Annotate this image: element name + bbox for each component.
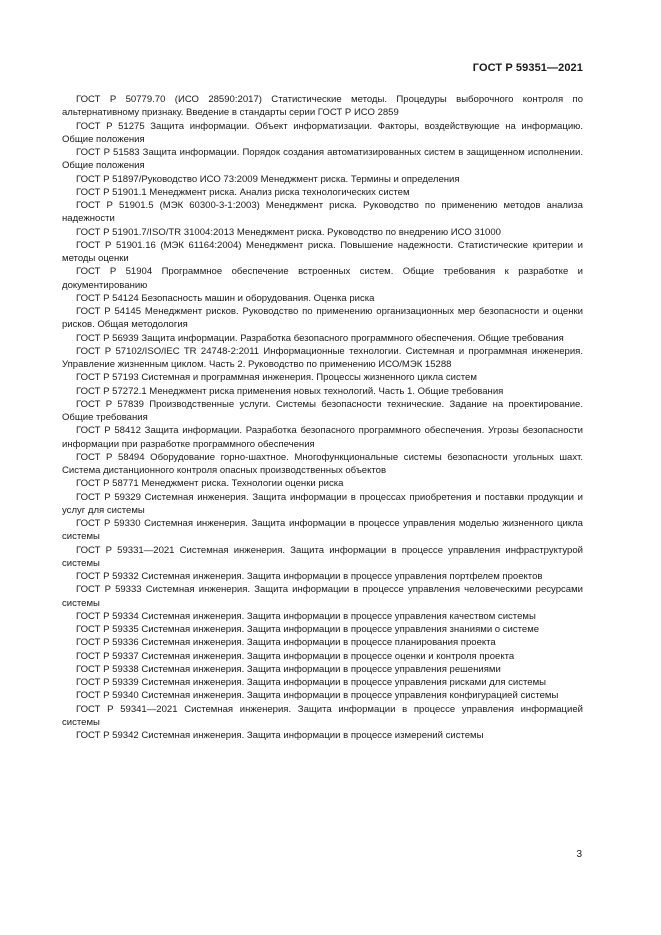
reference-item: ГОСТ Р 57839 Производственные услуги. Системы безопасности технические. Задание на проектирование. Общие требования (62, 398, 583, 423)
reference-item: ГОСТ Р 51897/Руководство ИСО 73:2009 Менеджмент риска. Термины и определения (76, 173, 460, 185)
reference-item: ГОСТ Р 58771 Менеджмент риска. Технологии оценки риска (76, 478, 344, 490)
reference-item: ГОСТ Р 59340 Системная инженерия. Защита информации в процессе управления конфигурацией системы (76, 690, 559, 702)
reference-item: ГОСТ Р 54124 Безопасность машин и оборудования. Оценка риска (76, 292, 375, 304)
reference-item: ГОСТ Р 59331—2021 Системная инженерия. Защита информации в процессе управления инфраструктурой системы (62, 544, 583, 569)
reference-item: ГОСТ Р 59329 Системная инженерия. Защита информации в процессах приобретения и поставки продукции и услуг для системы (62, 491, 583, 516)
reference-item: ГОСТ Р 51901.5 (МЭК 60300-3-1:2003) Менеджмент риска. Руководство по применению методов анализа надежности (62, 200, 583, 225)
reference-item: ГОСТ Р 56939 Защита информации. Разработка безопасного программного обеспечения. Общие требования (76, 332, 564, 344)
reference-item: ГОСТ Р 51901.16 (МЭК 61164:2004) Менеджмент риска. Повышение надежности. Статистические критерии и методы оценки (62, 239, 583, 264)
reference-item: ГОСТ Р 57102/ISO/IEC TR 24748-2:2011 Информационные технологии. Системная и программная инженерия. Управление жизненным циклом. Часть 2. Руководство по применению ИСО/МЭК 15288 (62, 345, 583, 370)
reference-item: ГОСТ Р 58412 Защита информации. Разработка безопасного программного обеспечения. Угрозы безопасности информации при разработке программного обеспечения (62, 425, 583, 450)
reference-item: ГОСТ Р 59337 Системная инженерия. Защита информации в процессе оценки и контроля проекта (76, 650, 515, 662)
reference-item: ГОСТ Р 59342 Системная инженерия. Защита информации в процессе измерений системы (76, 730, 484, 741)
normative-references-list (62, 93, 583, 742)
reference-item: ГОСТ Р 54145 Менеджмент рисков. Руководство по применению организационных мер безопасности и оценки рисков. Общая методология (62, 306, 583, 331)
reference-item: ГОСТ Р 51901.1 Менеджмент риска. Анализ риска технологических систем (76, 186, 410, 198)
reference-item: ГОСТ Р 57272.1 Менеджмент риска применения новых технологий. Часть 1. Общие требования (76, 385, 504, 397)
reference-item: ГОСТ Р 59332 Системная инженерия. Защита информации в процессе управления портфелем проектов (76, 571, 543, 582)
reference-item: ГОСТ Р 51583 Защита информации. Порядок создания автоматизированных систем в защищенном исполнении. Общие положения (62, 147, 583, 172)
document-code-header: ГОСТ Р 59351—2021 (472, 62, 583, 74)
reference-item: ГОСТ Р 59330 Системная инженерия. Защита информации в процессе управления моделью жизненного цикла системы (62, 518, 583, 543)
reference-item: ГОСТ Р 51901.7/ISO/TR 31004:2013 Менеджмент риска. Руководство по внедрению ИСО 31000 (76, 226, 501, 238)
reference-item: ГОСТ Р 50779.70 (ИСО 28590:2017) Статистические методы. Процедуры выборочного контроля по альтернативному признаку. Введение в стандарты серии ГОСТ Р ИСО 2859 (62, 94, 583, 119)
reference-item: ГОСТ Р 58494 Оборудование горно-шахтное. Многофункциональные системы безопасности угольных шахт. Система дистанционного контроля опасных производственных объектов (62, 451, 583, 476)
reference-item: ГОСТ Р 59338 Системная инженерия. Защита информации в процессе управления решениями (76, 663, 501, 675)
reference-item: ГОСТ Р 57193 Системная и программная инженерия. Процессы жизненного цикла систем (76, 372, 477, 384)
reference-item: ГОСТ Р 59333 Системная инженерия. Защита информации в процессе управления человеческими ресурсами системы (62, 584, 583, 609)
reference-item: ГОСТ Р 51904 Программное обеспечение встроенных систем. Общие требования к разработке и документированию (62, 266, 583, 291)
reference-item: ГОСТ Р 59334 Системная инженерия. Защита информации в процессе управления качеством системы (76, 610, 536, 622)
reference-item: ГОСТ Р 59341—2021 Системная инженерия. Защита информации в процессе управления информацией системы (62, 703, 583, 728)
reference-item: ГОСТ Р 59335 Системная инженерия. Защита информации в процессе управления знаниями о системе (76, 624, 540, 635)
reference-item: ГОСТ Р 59339 Системная инженерия. Защита информации в процессе управления рисками для системы (76, 677, 547, 688)
page-number: 3 (576, 849, 582, 860)
reference-item: ГОСТ Р 59336 Системная инженерия. Защита информации в процессе планирования проекта (76, 637, 496, 649)
reference-item: ГОСТ Р 51275 Защита информации. Объект информатизации. Факторы, воздействующие на информацию. Общие положения (62, 120, 583, 145)
